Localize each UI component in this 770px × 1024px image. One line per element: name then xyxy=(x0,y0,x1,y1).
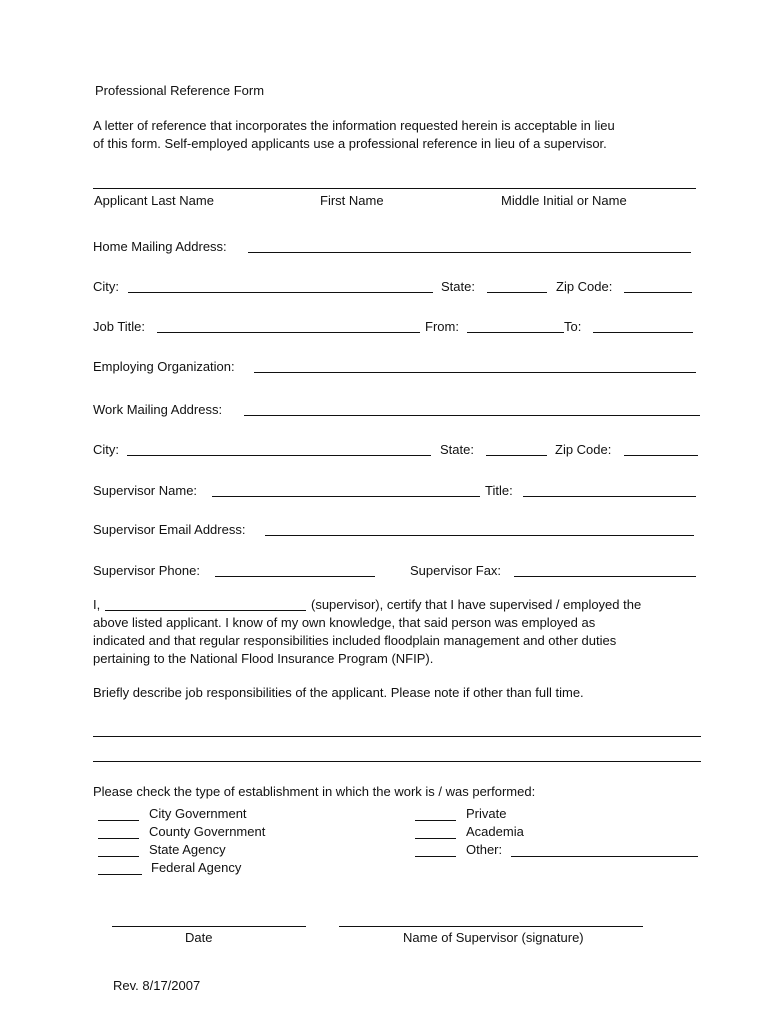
home-state-field[interactable] xyxy=(487,292,547,293)
home-state-label: State: xyxy=(441,279,475,294)
supervisor-name-label: Supervisor Name: xyxy=(93,483,198,498)
label-state-agency: State Agency xyxy=(149,842,226,857)
supervisor-email-field[interactable] xyxy=(265,535,694,536)
work-zip-field[interactable] xyxy=(624,455,698,456)
cert-line-4: pertaining to the National Flood Insurance Program (NFIP). xyxy=(93,651,434,666)
work-city-label: City: xyxy=(93,442,119,457)
home-city-label: City: xyxy=(93,279,119,294)
label-federal-agency: Federal Agency xyxy=(151,860,242,875)
intro-text-line-1: A letter of reference that incorporates the information requested herein is acceptable in lieu xyxy=(93,118,615,133)
supervisor-phone-field[interactable] xyxy=(215,576,375,577)
cert-supervisor-name-field[interactable] xyxy=(105,610,306,611)
label-city-government: City Government xyxy=(149,806,247,821)
revision-label: Rev. 8/17/2007 xyxy=(113,978,201,993)
work-address-label: Work Mailing Address: xyxy=(93,402,223,417)
title-field[interactable] xyxy=(523,496,696,497)
work-state-field[interactable] xyxy=(486,455,547,456)
checkbox-other[interactable] xyxy=(415,856,456,857)
checkbox-federal-agency[interactable] xyxy=(98,874,142,875)
supervisor-phone-label: Supervisor Phone: xyxy=(93,563,200,578)
work-state-label: State: xyxy=(440,442,474,457)
other-specify-field[interactable] xyxy=(511,856,698,857)
label-private: Private xyxy=(466,806,507,821)
supervisor-email-label: Supervisor Email Address: xyxy=(93,522,246,537)
home-address-label: Home Mailing Address: xyxy=(93,239,227,254)
signature-field[interactable] xyxy=(339,926,643,927)
home-zip-field[interactable] xyxy=(624,292,692,293)
establishment-prompt: Please check the type of establishment in which the work is / was performed: xyxy=(93,784,536,799)
checkbox-academia[interactable] xyxy=(415,838,456,839)
cert-prefix: I, xyxy=(93,597,101,612)
to-date-field[interactable] xyxy=(593,332,693,333)
supervisor-name-field[interactable] xyxy=(212,496,480,497)
cert-line-2: above listed applicant. I know of my own knowledge, that said person was employed as xyxy=(93,615,596,630)
describe-prompt: Briefly describe job responsibilities of the applicant. Please note if other than full time. xyxy=(93,685,584,700)
job-title-label: Job Title: xyxy=(93,319,146,334)
checkbox-state-agency[interactable] xyxy=(98,856,139,857)
title-label: Title: xyxy=(485,483,513,498)
first-name-label: First Name xyxy=(320,193,384,208)
home-city-field[interactable] xyxy=(128,292,433,293)
to-label: To: xyxy=(564,319,582,334)
home-address-field[interactable] xyxy=(248,252,691,253)
label-academia: Academia xyxy=(466,824,524,839)
home-zip-label: Zip Code: xyxy=(556,279,613,294)
signature-label: Name of Supervisor (signature) xyxy=(403,930,584,945)
date-label: Date xyxy=(185,930,213,945)
form-title: Professional Reference Form xyxy=(95,83,265,98)
employing-org-label: Employing Organization: xyxy=(93,359,235,374)
label-other: Other: xyxy=(466,842,503,857)
supervisor-fax-label: Supervisor Fax: xyxy=(410,563,502,578)
describe-line-1[interactable] xyxy=(93,736,701,737)
work-city-field[interactable] xyxy=(127,455,431,456)
cert-line-3: indicated and that regular responsibilities included floodplain management and other duties xyxy=(93,633,617,648)
intro-text-line-2: of this form. Self-employed applicants use a professional reference in lieu of a supervisor. xyxy=(93,136,607,151)
work-zip-label: Zip Code: xyxy=(555,442,612,457)
describe-line-2[interactable] xyxy=(93,761,701,762)
from-label: From: xyxy=(425,319,459,334)
middle-name-label: Middle Initial or Name xyxy=(501,193,627,208)
date-field[interactable] xyxy=(112,926,306,927)
checkbox-private[interactable] xyxy=(415,820,456,821)
employing-org-field[interactable] xyxy=(254,372,696,373)
checkbox-county-government[interactable] xyxy=(98,838,139,839)
from-date-field[interactable] xyxy=(467,332,564,333)
label-county-government: County Government xyxy=(149,824,266,839)
supervisor-fax-field[interactable] xyxy=(514,576,696,577)
cert-line-1: (supervisor), certify that I have supervised / employed the xyxy=(311,597,642,612)
job-title-field[interactable] xyxy=(157,332,420,333)
applicant-last-name-label: Applicant Last Name xyxy=(94,193,214,208)
checkbox-city-government[interactable] xyxy=(98,820,139,821)
work-address-field[interactable] xyxy=(244,415,700,416)
applicant-name-line[interactable] xyxy=(93,188,696,189)
